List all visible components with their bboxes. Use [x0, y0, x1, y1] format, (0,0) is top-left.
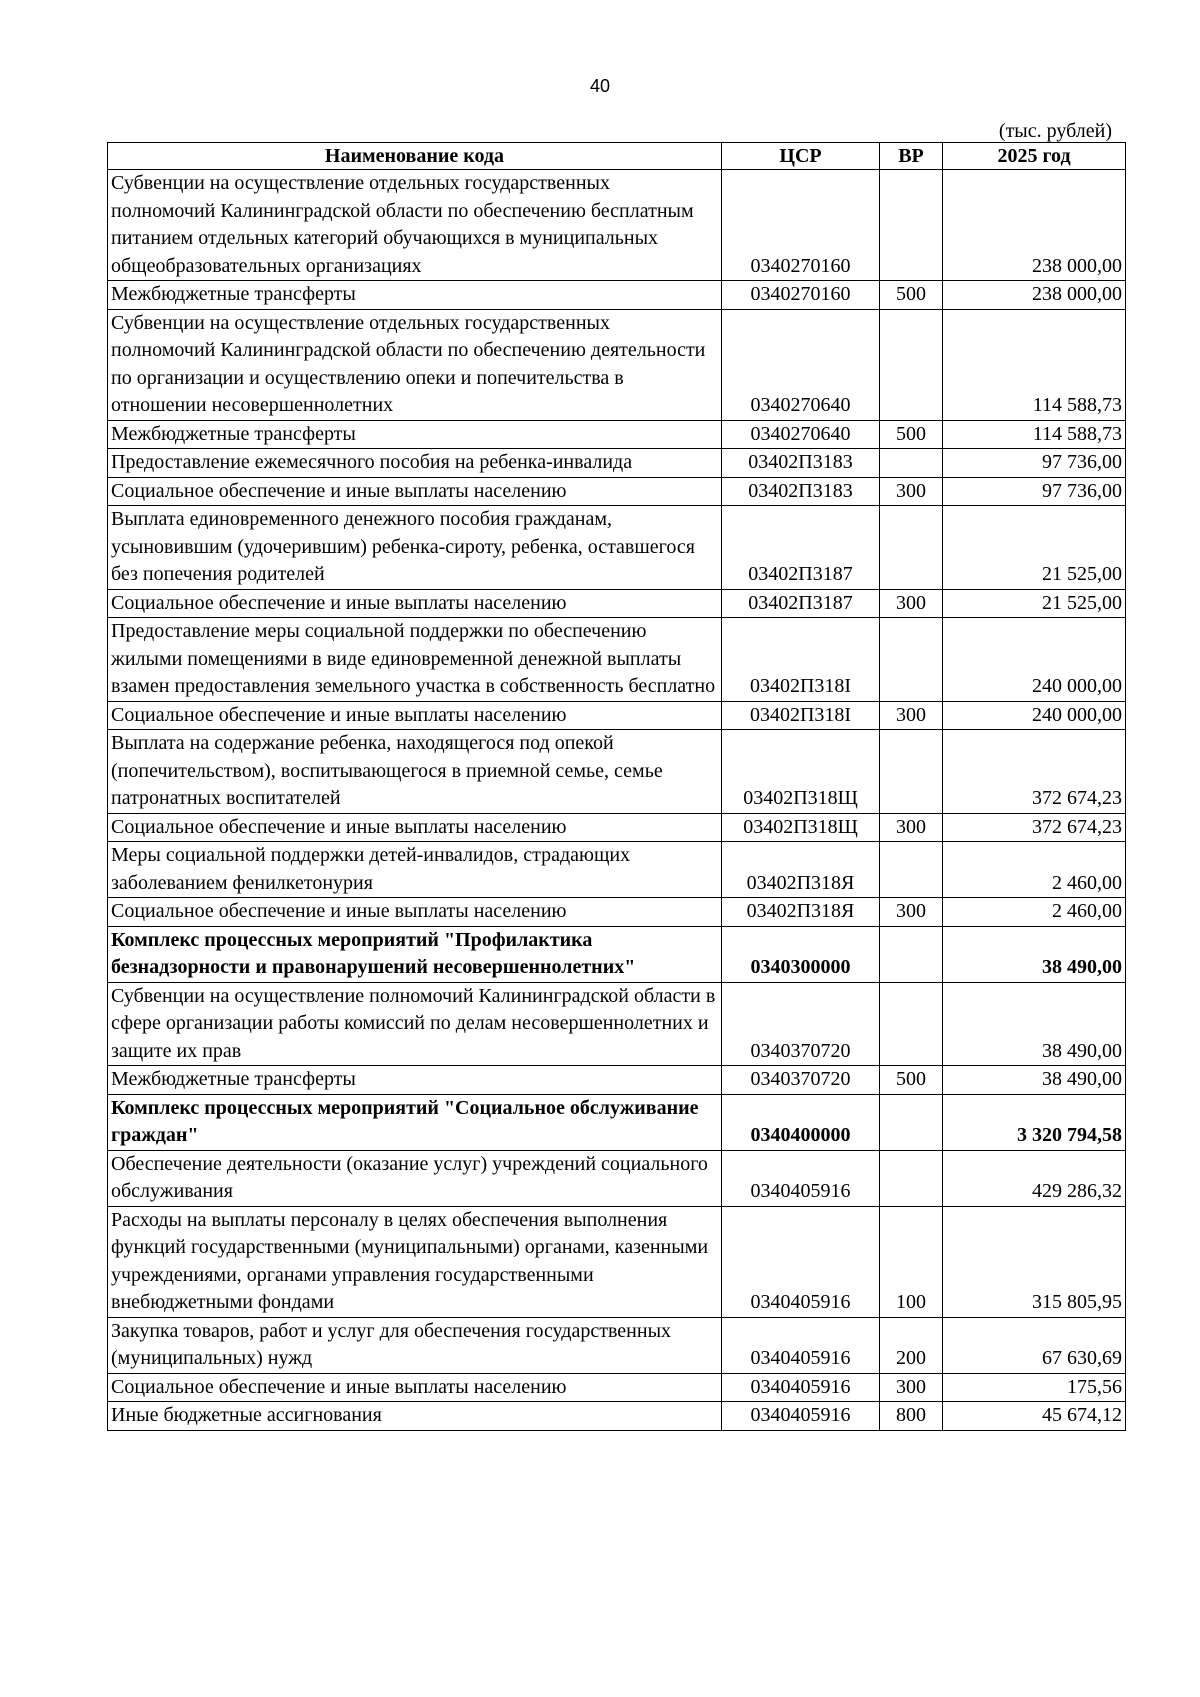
row-name-cell: Иные бюджетные ассигнования: [108, 1402, 722, 1431]
table-row: [108, 477, 1126, 506]
row-vr-cell: [880, 842, 943, 898]
table-row: [108, 309, 1126, 420]
row-amount-cell: 372 674,23: [943, 730, 1126, 814]
row-amount-cell: 38 490,00: [943, 982, 1126, 1066]
row-csr-cell: 03402П318Я: [722, 842, 880, 898]
row-amount-cell: 315 805,95: [943, 1206, 1126, 1317]
table-row: [108, 1317, 1126, 1373]
row-name-cell: Социальное обеспечение и иные выплаты населению: [108, 477, 722, 506]
row-csr-cell: 0340370720: [722, 1066, 880, 1095]
row-csr-cell: 03402П318Щ: [722, 813, 880, 842]
row-csr-cell: 03402П3187: [722, 589, 880, 618]
row-amount-cell: 2 460,00: [943, 842, 1126, 898]
row-vr-cell: [880, 982, 943, 1066]
row-vr-cell: [880, 618, 943, 702]
table-row: [108, 926, 1126, 982]
row-amount-cell: 38 490,00: [943, 926, 1126, 982]
row-name-cell: Межбюджетные трансферты: [108, 1066, 722, 1095]
row-name-cell: Предоставление ежемесячного пособия на ребенка-инвалида: [108, 449, 722, 478]
row-csr-cell: 0340270160: [722, 170, 880, 281]
row-vr-cell: 300: [880, 701, 943, 730]
row-vr-cell: 300: [880, 813, 943, 842]
row-csr-cell: 0340370720: [722, 982, 880, 1066]
table-row: [108, 842, 1126, 898]
row-vr-cell: [880, 449, 943, 478]
row-csr-cell: 0340405916: [722, 1150, 880, 1206]
row-amount-cell: 429 286,32: [943, 1150, 1126, 1206]
row-name-cell: Межбюджетные трансферты: [108, 281, 722, 310]
row-csr-cell: 03402П318Щ: [722, 730, 880, 814]
row-name-cell: Комплекс процессных мероприятий "Социальное обслуживание граждан": [108, 1094, 722, 1150]
row-amount-cell: 45 674,12: [943, 1402, 1126, 1431]
row-vr-cell: [880, 1094, 943, 1150]
row-amount-cell: 3 320 794,58: [943, 1094, 1126, 1150]
row-name-cell: Социальное обеспечение и иные выплаты населению: [108, 898, 722, 927]
row-name-cell: Социальное обеспечение и иные выплаты населению: [108, 813, 722, 842]
header-amount: 2025 год: [943, 143, 1126, 170]
row-vr-cell: 800: [880, 1402, 943, 1431]
table-row: [108, 618, 1126, 702]
row-csr-cell: 0340405916: [722, 1402, 880, 1431]
row-vr-cell: [880, 506, 943, 590]
row-amount-cell: 175,56: [943, 1373, 1126, 1402]
row-csr-cell: 0340270160: [722, 281, 880, 310]
row-amount-cell: 38 490,00: [943, 1066, 1126, 1095]
row-name-cell: Предоставление меры социальной поддержки по обеспечению жилыми помещениями в виде единовременной денежной выплаты взамен предоставления земельного участка в собственность бесплатно: [108, 618, 722, 702]
table-row: [108, 1066, 1126, 1095]
row-csr-cell: 03402П318І: [722, 618, 880, 702]
row-csr-cell: 03402П3187: [722, 506, 880, 590]
row-csr-cell: 03402П3183: [722, 477, 880, 506]
table-body: [108, 170, 1126, 1431]
row-name-cell: Субвенции на осуществление отдельных государственных полномочий Калининградской области по обеспечению деятельности по организации и осуществлению опеки и попечительства в отношении несовершеннолетних: [108, 309, 722, 420]
row-name-cell: Субвенции на осуществление полномочий Калининградской области в сфере организации работы комиссий по делам несовершеннолетних и защите их прав: [108, 982, 722, 1066]
row-vr-cell: 300: [880, 1373, 943, 1402]
table-row: [108, 1150, 1126, 1206]
table-row: [108, 1373, 1126, 1402]
row-name-cell: Субвенции на осуществление отдельных государственных полномочий Калининградской области по обеспечению бесплатным питанием отдельных категорий обучающихся в муниципальных общеобразовательных организациях: [108, 170, 722, 281]
row-csr-cell: 0340405916: [722, 1317, 880, 1373]
row-name-cell: Социальное обеспечение и иные выплаты населению: [108, 701, 722, 730]
row-amount-cell: 97 736,00: [943, 477, 1126, 506]
table-row: [108, 420, 1126, 449]
row-amount-cell: 67 630,69: [943, 1317, 1126, 1373]
units-note: (тыс. рублей): [998, 120, 1112, 142]
row-csr-cell: 0340300000: [722, 926, 880, 982]
row-vr-cell: [880, 170, 943, 281]
row-amount-cell: 372 674,23: [943, 813, 1126, 842]
row-amount-cell: 21 525,00: [943, 506, 1126, 590]
table-row: [108, 449, 1126, 478]
row-amount-cell: 97 736,00: [943, 449, 1126, 478]
table-row: [108, 281, 1126, 310]
row-vr-cell: 300: [880, 589, 943, 618]
table-row: [108, 701, 1126, 730]
row-name-cell: Межбюджетные трансферты: [108, 420, 722, 449]
page-number: 40: [589, 76, 611, 96]
row-amount-cell: 238 000,00: [943, 281, 1126, 310]
table-row: [108, 1094, 1126, 1150]
row-csr-cell: 0340405916: [722, 1206, 880, 1317]
row-name-cell: Меры социальной поддержки детей-инвалидов, страдающих заболеванием фенилкетонурия: [108, 842, 722, 898]
row-vr-cell: 200: [880, 1317, 943, 1373]
table-row: [108, 170, 1126, 281]
row-name-cell: Выплата на содержание ребенка, находящегося под опекой (попечительством), воспитывающегося в приемной семье, семье патронатных воспитателей: [108, 730, 722, 814]
table-row: [108, 589, 1126, 618]
row-vr-cell: 300: [880, 898, 943, 927]
row-amount-cell: 238 000,00: [943, 170, 1126, 281]
row-csr-cell: 0340400000: [722, 1094, 880, 1150]
row-amount-cell: 240 000,00: [943, 618, 1126, 702]
row-name-cell: Закупка товаров, работ и услуг для обеспечения государственных (муниципальных) нужд: [108, 1317, 722, 1373]
row-csr-cell: 03402П3183: [722, 449, 880, 478]
table-row: [108, 813, 1126, 842]
row-name-cell: Обеспечение деятельности (оказание услуг) учреждений социального обслуживания: [108, 1150, 722, 1206]
row-vr-cell: [880, 730, 943, 814]
row-vr-cell: 500: [880, 281, 943, 310]
header-row: [108, 143, 1126, 170]
row-vr-cell: 500: [880, 420, 943, 449]
row-csr-cell: 0340405916: [722, 1373, 880, 1402]
row-csr-cell: 03402П318І: [722, 701, 880, 730]
header-vr: ВР: [880, 143, 943, 170]
row-vr-cell: [880, 309, 943, 420]
row-vr-cell: [880, 926, 943, 982]
header-csr: ЦСР: [722, 143, 880, 170]
row-amount-cell: 2 460,00: [943, 898, 1126, 927]
row-csr-cell: 0340270640: [722, 420, 880, 449]
table-row: [108, 982, 1126, 1066]
row-name-cell: Социальное обеспечение и иные выплаты населению: [108, 589, 722, 618]
table-row: [108, 1402, 1126, 1431]
row-vr-cell: 300: [880, 477, 943, 506]
row-name-cell: Выплата единовременного денежного пособия гражданам, усыновившим (удочерившим) ребенка-сироту, ребенка, оставшегося без попечения родителей: [108, 506, 722, 590]
row-name-cell: Комплекс процессных мероприятий "Профилактика безнадзорности и правонарушений несовершеннолетних": [108, 926, 722, 982]
row-csr-cell: 03402П318Я: [722, 898, 880, 927]
row-amount-cell: 114 588,73: [943, 309, 1126, 420]
row-vr-cell: [880, 1150, 943, 1206]
table-row: [108, 898, 1126, 927]
row-vr-cell: 100: [880, 1206, 943, 1317]
row-vr-cell: 500: [880, 1066, 943, 1095]
row-name-cell: Социальное обеспечение и иные выплаты населению: [108, 1373, 722, 1402]
table-row: [108, 1206, 1126, 1317]
row-csr-cell: 0340270640: [722, 309, 880, 420]
row-name-cell: Расходы на выплаты персоналу в целях обеспечения выполнения функций государственными (муниципальными) органами, казенными учреждениями, органами управления государственными внебюджетными фондами: [108, 1206, 722, 1317]
row-amount-cell: 114 588,73: [943, 420, 1126, 449]
budget-table: [107, 142, 1126, 1431]
header-name: Наименование кода: [108, 143, 722, 170]
table-row: [108, 506, 1126, 590]
row-amount-cell: 240 000,00: [943, 701, 1126, 730]
row-amount-cell: 21 525,00: [943, 589, 1126, 618]
table-row: [108, 730, 1126, 814]
